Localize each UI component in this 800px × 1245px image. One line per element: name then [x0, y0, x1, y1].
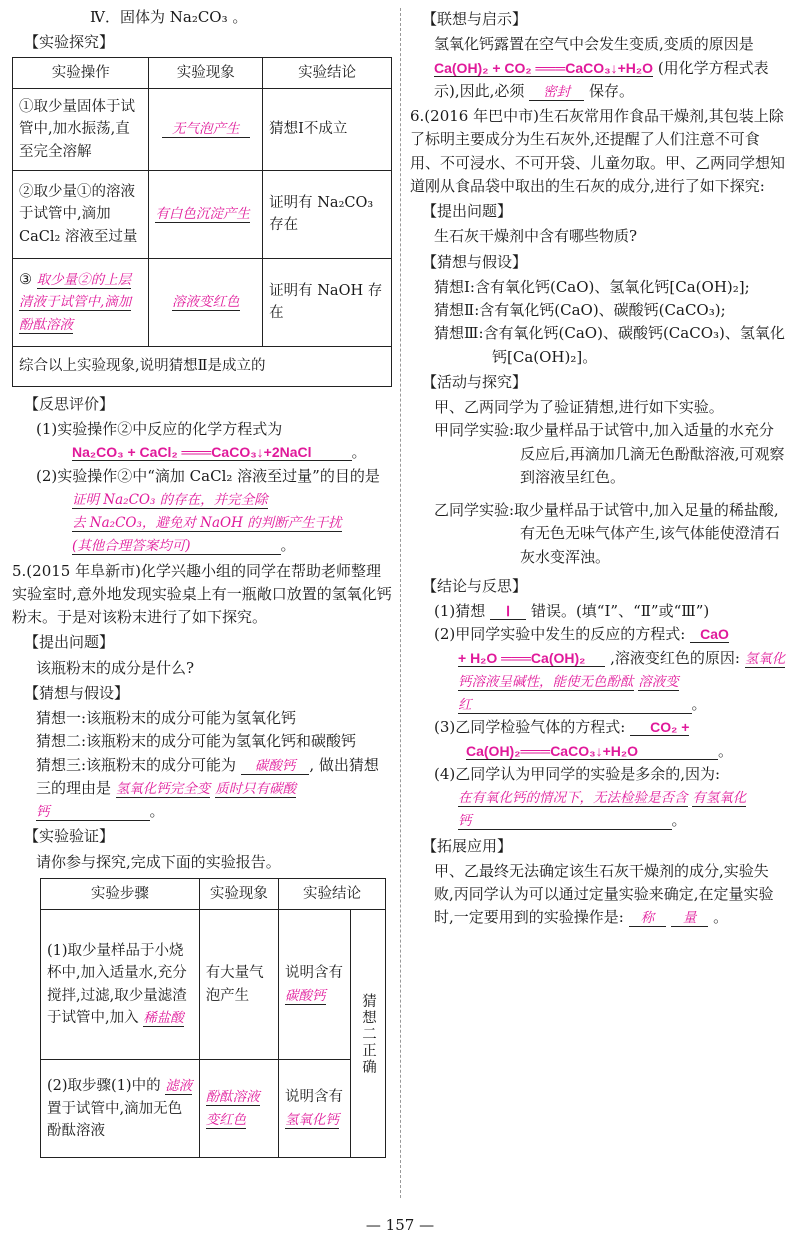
- t1-header-phen: 实验现象: [149, 57, 263, 88]
- c2-eq-a: CaO: [690, 626, 729, 643]
- t2-row2-concl-text: 说明含有: [285, 1089, 344, 1106]
- c3-eq-a: CO₂ +: [630, 719, 689, 736]
- q5-hyp1: 猜想一:该瓶粉末的成分可能为氢氧化钙: [36, 709, 297, 728]
- column-divider: [400, 8, 401, 1198]
- link-end: 保存。: [588, 81, 634, 100]
- ext-answer-a: 称: [629, 910, 667, 927]
- q5-hyp-heading: 【猜想与假设】: [24, 683, 130, 702]
- t1-row2-op: ②取少量①的溶液于试管中,滴加 CaCl₂ 溶液至过量: [13, 170, 149, 258]
- c2-a: (2)甲同学实验中发生的反应的方程式:: [434, 625, 686, 644]
- t1-row1-op: ①取少量固体于试管中,加水振荡,直至完全溶解: [13, 88, 149, 170]
- q6-intro: 6.(2016 年巴中市)生石灰常用作食品干燥剂,其包装上除了标明主要成分为生石灰外,还提醒了人们注意不可食用、不可浸水、不可开袋、儿童勿取。甲、乙两同学想知道刚从食品袋中取出的生石灰的成分,进行了如下探究:: [410, 107, 786, 195]
- c1-answer: Ⅰ: [490, 603, 526, 620]
- q5-hyp3-answer: 碳酸钙: [241, 758, 310, 775]
- t2-final: 猜想二正确: [350, 910, 385, 1158]
- q5-verify-heading: 【实验验证】: [24, 827, 115, 846]
- t1-row3-phen: 溶液变红色: [172, 294, 240, 311]
- q5-hyp3-reason-answer-b: 质时只有碳酸钙: [36, 780, 297, 821]
- experiment-table-2: [40, 878, 386, 1158]
- q5-hyp2: 猜想二:该瓶粉末的成分可能为氢氧化钙和碳酸钙: [36, 732, 357, 751]
- q6-yi: 乙同学实验:取少量样品于试管中,加入足量的稀盐酸,有无色无味气体产生,该气体能使澄清石灰水变浑浊。: [434, 501, 780, 566]
- t2-row2-step-b: 置于试管中,滴加无色酚酞溶液: [47, 1100, 183, 1140]
- t2-row1-concl-answer: 碳酸钙: [285, 987, 326, 1004]
- top-line: Ⅳ．固体为 Na₂CO₃ 。: [90, 8, 248, 26]
- t2-row2-concl-answer: 氢氧化钙: [285, 1111, 340, 1128]
- c2-eq-b: + H₂O ═══Ca(OH)₂: [458, 650, 605, 667]
- t1-summary: 综合以上实验现象,说明猜想Ⅱ是成立的: [13, 346, 392, 386]
- c1-b: 错误。(填“Ⅰ”、“Ⅱ”或“Ⅲ”): [530, 602, 710, 620]
- experiment-table-1: [12, 57, 392, 387]
- q6-hyp3: 猜想Ⅲ:含有氧化钙(CaO)、碳酸钙(CaCO₃)、氢氧化钙[Ca(OH)₂]。: [434, 324, 785, 366]
- t1-row3-prefix: ③: [19, 271, 32, 288]
- reflect1-answer: Na₂CO₃ + CaCl₂ ═══CaCO₃↓+2NaCl: [72, 444, 352, 461]
- q6-hyp2: 猜想Ⅱ:含有氧化钙(CaO)、碳酸钙(CaCO₃);: [434, 301, 726, 319]
- q5-hyp3-reason-answer-a: 氢氧化钙完全变: [115, 780, 211, 797]
- t2-header-concl: 实验结论: [279, 878, 386, 909]
- c2-answer-b: 溶液变红: [458, 674, 692, 714]
- t2-row1-concl-text: 说明含有: [285, 965, 344, 982]
- t2-row2-step-answer: 滤液: [165, 1078, 193, 1095]
- link-heading: 【联想与启示】: [422, 10, 528, 28]
- link-eq: Ca(OH)₂ + CO₂ ═══CaCO₃↓+H₂O: [434, 59, 654, 76]
- q5-hyp3-reason-text: 做出猜想三的理由是: [36, 755, 379, 797]
- t1-row3-concl: 证明有 NaOH 存在: [263, 258, 392, 346]
- t1-row3-op: 取少量②的上层清液于试管中,滴加酚酞溶液: [19, 271, 132, 333]
- q5-hyp3-text: 猜想三:该瓶粉末的成分可能为: [36, 755, 237, 774]
- link-after: (用化学方程式表示),因此,必须: [434, 58, 769, 100]
- c4-answer-a: 在有氧化钙的情况下，无法检验是否含: [458, 790, 688, 806]
- c4-answer-b: 有氢氧化钙: [458, 790, 747, 830]
- reflect-heading: 【反思评价】: [24, 394, 115, 413]
- t2-header-step: 实验步骤: [41, 878, 200, 909]
- q6-hyp1: 猜想Ⅰ:含有氧化钙(CaO)、氢氧化钙[Ca(OH)₂];: [434, 277, 750, 296]
- t2-row2-phen: 酚酞溶液变红色: [205, 1089, 260, 1128]
- c2-b: ,溶液变红色的原因:: [610, 648, 740, 667]
- t2-row1-step: (1)取少量样品于小烧杯中,加入适量水,充分搅拌,过滤,取少量滤渣于试管中,加入: [47, 943, 187, 1027]
- link-text: 氢氧化钙露置在空气中会发生变质,变质的原因是: [434, 35, 754, 54]
- reflect2-answer-c: (其他合理答案均可): [72, 538, 281, 555]
- left-column: Ⅳ．固体为 Na₂CO₃ 。 【实验探究】 实验操作 实验现象 实验结论 ①取少量固体于试管中,加水振荡,直至完全溶解 无气泡产生 猜想Ⅰ不成立 ②取少量①的溶液于试管中,滴加 CaCl₂ 溶液至过量 有白色沉淀产生 证明有 Na₂CO₃ 存在 ③ 取少量②的上层清液于试管中,滴加酚酞溶液 溶液变红色 证明有 NaOH 存在 综合以上实验现象,说明猜想Ⅱ是成立的 【反思评价】 (1)实验操作②中反应的化学方程式为 Na₂CO₃ + CaCl₂ ═══CaCO₃↓+2NaCl 。 (2)实验操作②中“滴加 CaCl₂ 溶液至过量”的目的是 证明 Na₂CO₃ 的存在，并完全除 去 Na₂CO₃，避免对 NaOH 的判断产生干扰 (其他合理答案均可) 。 5.(2015 年阜新市)化学兴趣小组的同学在帮助老师整理实验室时,意外地发现实验桌上有一瓶敞口放置的氢氧化钙粉末。于是对该粉末进行了如下探究。 【提出问题】 该瓶粉末的成分是什么? 【猜想与假设】 猜想一:该瓶粉末的成分可能为氢氧化钙 猜想二:该瓶粉末的成分可能为氢氧化钙和碳酸钙 猜想三:该瓶粉末的成分可能为 碳酸钙 , 做出猜想三的理由是 氢氧化钙完全变 质时只有碳酸钙 。 【实验验证】 请你参与探究,完成下面的实验报告。 实验步骤 实验现象 实验结论 (1)取少量样品于小烧杯中,加入适量水,充分搅拌,过滤,取少量滤渣于试管中,加入 稀盐酸 有大量气泡产生 说明含有 碳酸钙 猜想二正确 (2)取步骤(1)中的 滤液 置于试管中,滴加无色酚酞溶液 酚酞溶液变红色 说明含有 氢氧化钙: [12, 6, 392, 1158]
- q6-jia: 甲同学实验:取少量样品于试管中,加入适量的水充分反应后,再滴加几滴无色酚酞溶液,可观察到溶液呈红色。: [434, 421, 785, 486]
- q6-act-text: 甲、乙两同学为了验证猜想,进行如下实验。: [434, 398, 724, 416]
- q5-intro: 5.(2015 年阜新市)化学兴趣小组的同学在帮助老师整理实验室时,意外地发现实验桌上有一瓶敞口放置的氢氧化钙粉末。于是对该粉末进行了如下探究。: [12, 561, 392, 627]
- ext-end: 。: [713, 908, 729, 927]
- q6-hyp-heading: 【猜想与假设】: [422, 252, 528, 271]
- q6-ask-heading: 【提出问题】: [422, 202, 513, 220]
- t1-row2-concl: 证明有 Na₂CO₃ 存在: [263, 170, 392, 258]
- t2-row1-step-answer: 稀盐酸: [143, 1010, 184, 1027]
- reflect2-answer-b: 去 Na₂CO₃，避免对 NaOH 的判断产生干扰: [72, 515, 342, 532]
- reflect2-text: (2)实验操作②中“滴加 CaCl₂ 溶液至过量”的目的是: [36, 466, 380, 485]
- t2-header-phen: 实验现象: [199, 878, 278, 909]
- t1-header-concl: 实验结论: [263, 57, 392, 88]
- ext-answer-b: 量: [671, 910, 709, 927]
- reflect2-answer-a: 证明 Na₂CO₃ 的存在，并完全除: [72, 491, 268, 508]
- c3-eq-b: Ca(OH)₂═══CaCO₃↓+H₂O: [466, 743, 718, 760]
- t2-row2-step-a: (2)取步骤(1)中的: [47, 1078, 161, 1095]
- q5-ask-text: 该瓶粉末的成分是什么?: [36, 658, 195, 677]
- t1-row1-phen: 无气泡产生: [162, 121, 250, 138]
- ext-text: 甲、乙最终无法确定该生石灰干燥剂的成分,实验失败,丙同学认为可以通过定量实验来确定,在定量实验时,一定要用到的实验操作是:: [434, 861, 774, 927]
- q6-ask-text: 生石灰干燥剂中含有哪些物质?: [434, 227, 638, 246]
- c4-a: (4)乙同学认为甲同学的实验是多余的,因为:: [434, 764, 721, 783]
- t2-row1-phen: 有大量气泡产生: [199, 910, 278, 1060]
- reflect1-text: (1)实验操作②中反应的化学方程式为: [36, 420, 283, 439]
- q6-concl-heading: 【结论与反思】: [422, 576, 528, 595]
- q5-ask-heading: 【提出问题】: [24, 633, 115, 652]
- q6-ext-heading: 【拓展应用】: [422, 836, 513, 855]
- t1-row2-phen: 有白色沉淀产生: [155, 206, 250, 223]
- c1-a: (1)猜想: [434, 602, 486, 620]
- t1-header-op: 实验操作: [13, 57, 149, 88]
- right-column: 【联想与启示】 氢氧化钙露置在空气中会发生变质,变质的原因是 Ca(OH)₂ + CO₂ ═══CaCO₃↓+H₂O (用化学方程式表示),因此,必须 密封 保存。 6.(2016 年巴中市)生石灰常用作食品干燥剂,其包装上除了标明主要成分为生石灰外,还提醒了人们注意不可食用、不可浸水、不可开袋、儿童勿取。甲、乙两同学想知道刚从食品袋中取出的生石灰的成分,进行了如下探究: 【提出问题】 生石灰干燥剂中含有哪些物质? 【猜想与假设】 猜想Ⅰ:含有氧化钙(CaO)、氢氧化钙[Ca(OH)₂]; 猜想Ⅱ:含有氧化钙(CaO)、碳酸钙(CaCO₃); 猜想Ⅲ:含有氧化钙(CaO)、碳酸钙(CaCO₃)、氢氧化钙[Ca(OH)₂]。 【活动与探究】 甲、乙两同学为了验证猜想,进行如下实验。 甲同学实验:取少量样品于试管中,加入适量的水充分反应后,再滴加几滴无色酚酞溶液,可观察到溶液呈红色。 乙同学实验:取少量样品于试管中,加入足量的稀盐酸,有无色无味气体产生,该气体能使澄清石灰水变浑浊。 【结论与反思】 (1)猜想 Ⅰ 错误。(填“Ⅰ”、“Ⅱ”或“Ⅲ”) (2)甲同学实验中发生的反应的方程式: CaO + H₂O ═══Ca(OH)₂ ,溶液变红色的原因: 氢氧化钙溶液呈碱性，能使无色酚酞 溶液变红 。 (3)乙同学检验气体的方程式: CO₂ + Ca(OH)₂═══CaCO₃↓+H₂O 。 (4)乙同学认为甲同学的实验是多余的,因为: 在有氧化钙的情况下，无法检验是否含 有氢氧化钙 。 【拓展应用】 甲、乙最终无法确定该生石灰干燥剂的成分,实验失败,丙同学认为可以通过定量实验来确定,在定量实验时,一定要用到的实验操作是: 称 量 。: [410, 6, 788, 930]
- link-answer: 密封: [529, 84, 584, 101]
- exp-heading: 【实验探究】: [24, 33, 115, 52]
- c2-answer-a: 氢氧化钙溶液呈碱性，能使无色酚酞: [458, 650, 786, 690]
- q5-verify-text: 请你参与探究,完成下面的实验报告。: [36, 852, 281, 871]
- q6-act-heading: 【活动与探究】: [422, 372, 528, 391]
- t1-row1-concl: 猜想Ⅰ不成立: [263, 88, 392, 170]
- page-number: — 157 —: [365, 1216, 435, 1234]
- c3-a: (3)乙同学检验气体的方程式:: [434, 718, 626, 737]
